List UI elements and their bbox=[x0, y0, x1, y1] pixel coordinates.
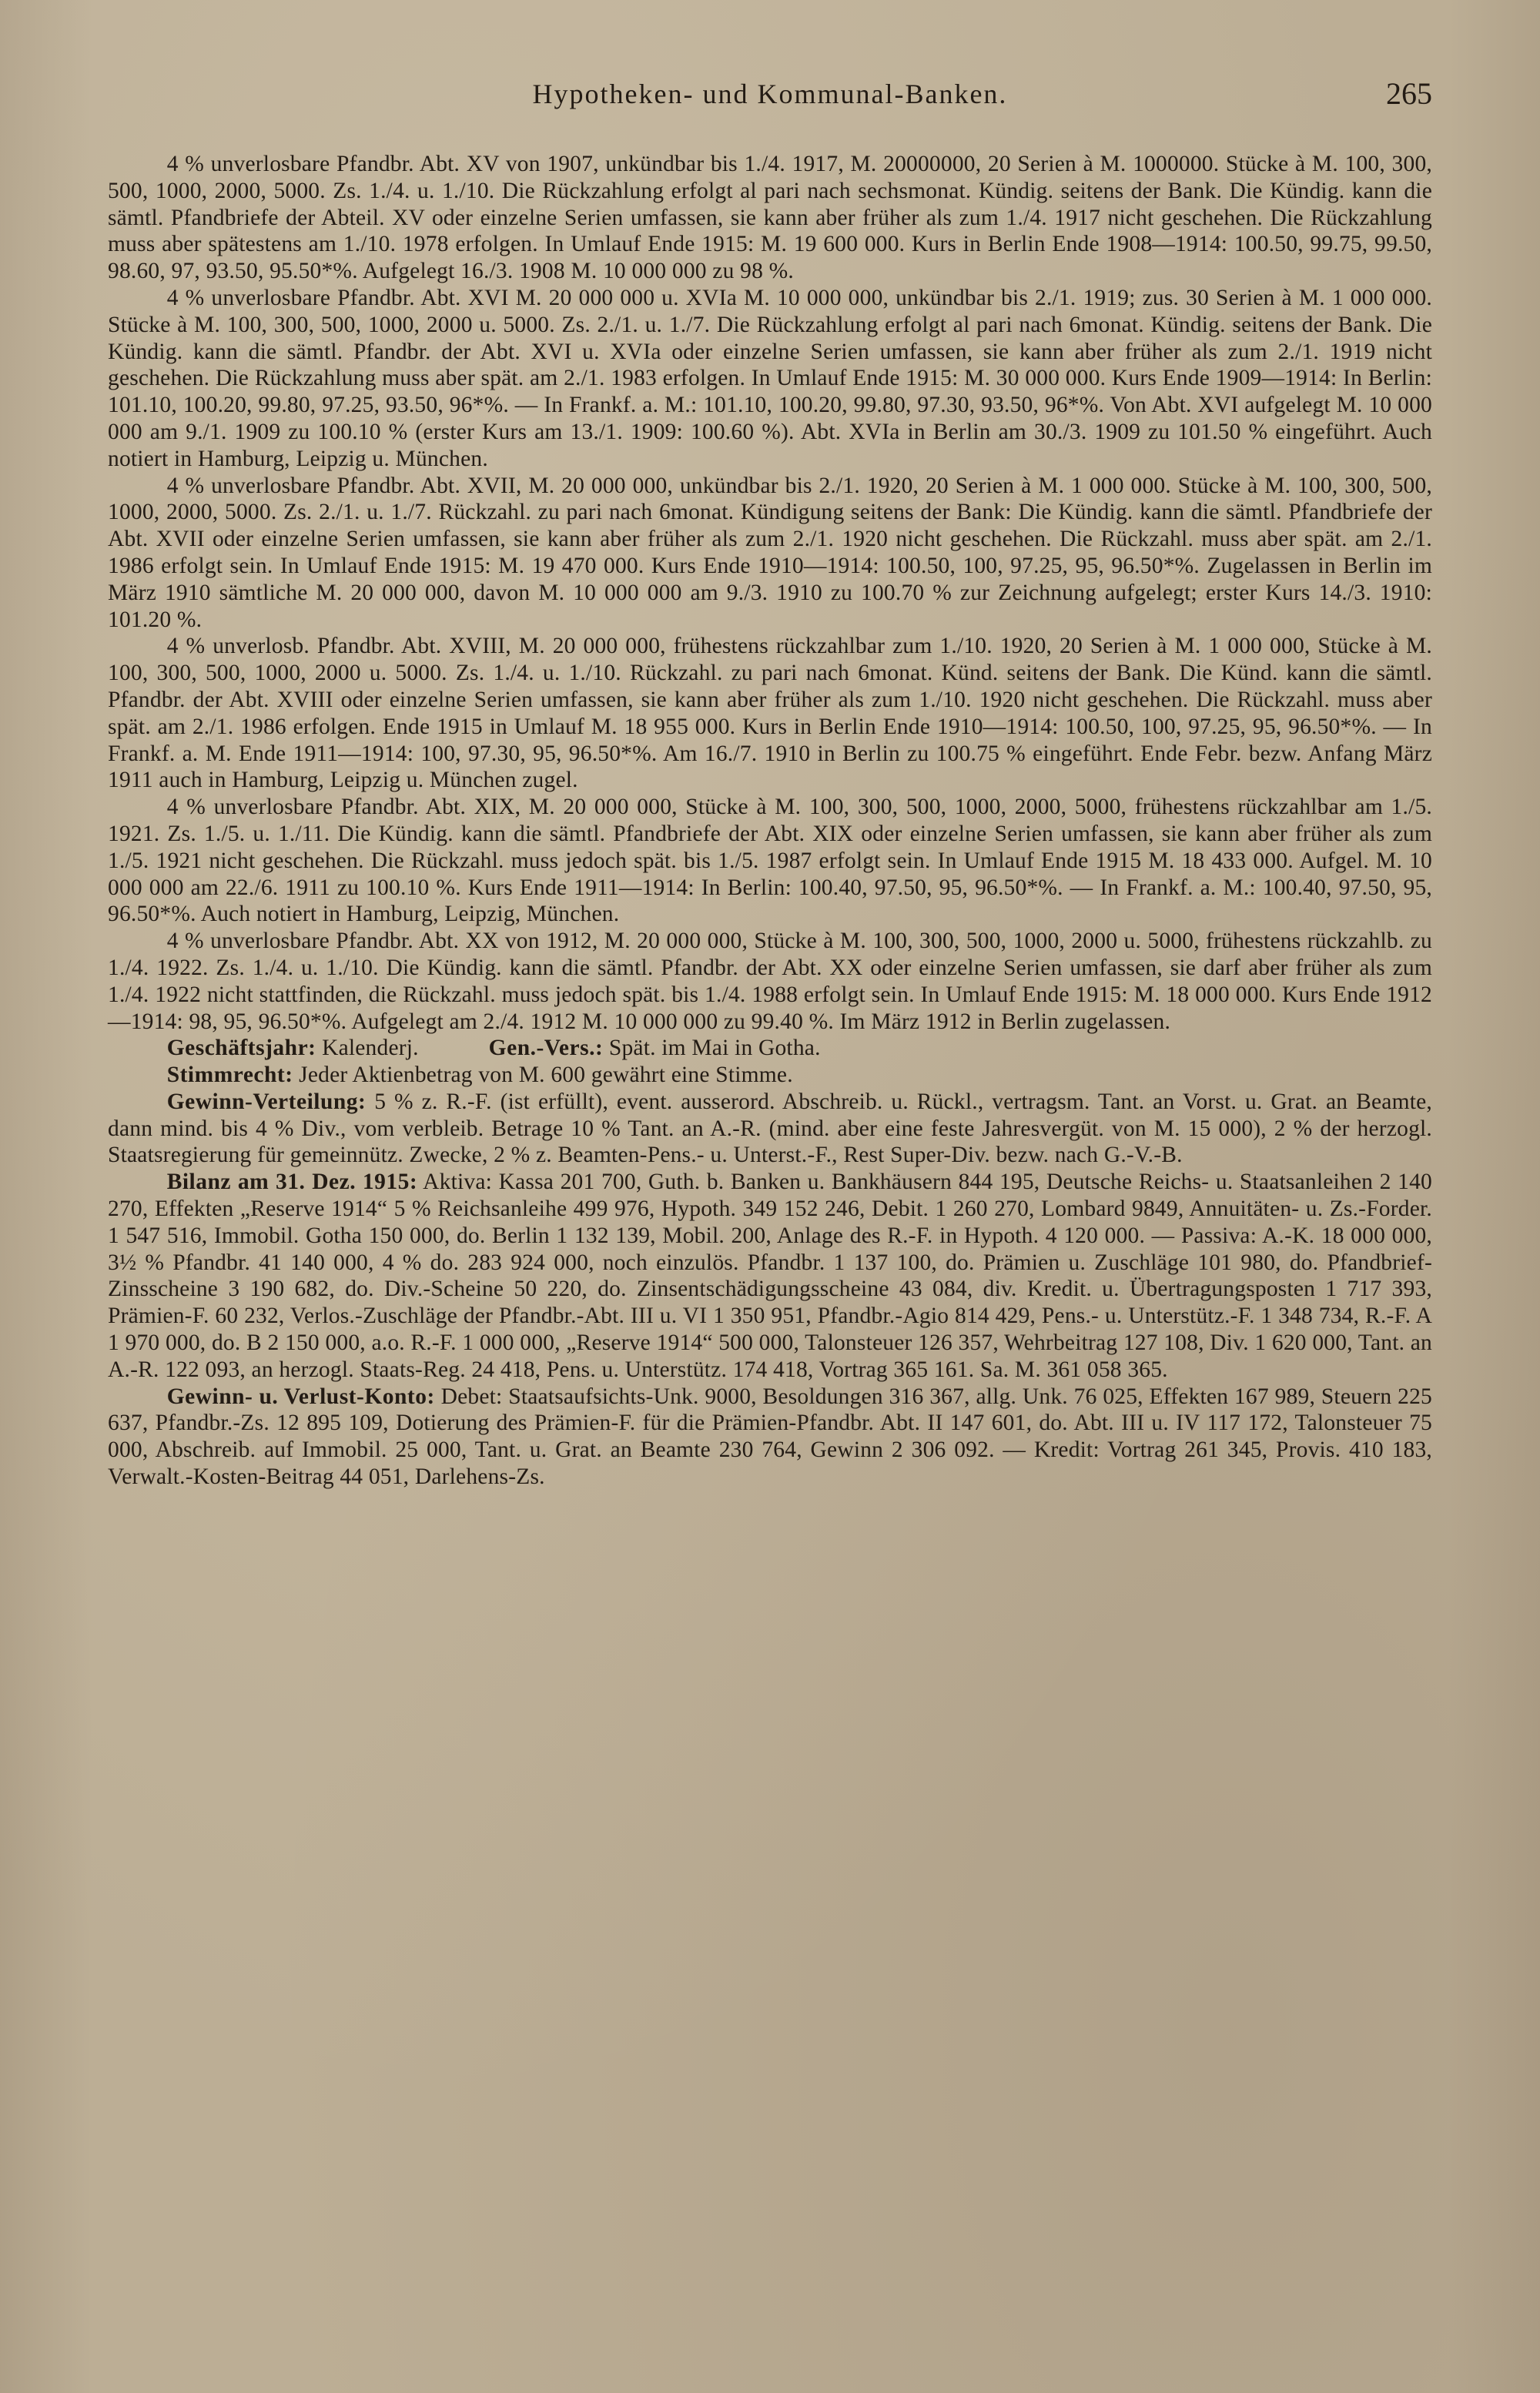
paragraph-pfandbr-xx bbox=[108, 928, 1432, 1035]
paragraph-pfandbr-xix bbox=[108, 794, 1432, 928]
section-lead: Geschäftsjahr: bbox=[166, 1036, 316, 1061]
section-lead: Bilanz am 31. Dez. 1915: bbox=[166, 1170, 418, 1195]
section-lead: Stimmrecht: bbox=[166, 1063, 293, 1088]
paragraph-text: 4 % unverlosbare Pfandbr. Abt. XVII, M. 20 000 000, unkündbar bis 2./1. 1920, 20 Serien à M. 1 000 000. Stücke à M. 100, 300, 500, 1000, 2000, 5000. Zs. 2./1. u. 1./7. Rückzahl. zu pari nach 6monat. Kündigung seitens der Bank: Die Kündig. kann die sämtl. Pfandbriefe der Abt. XVII oder einzelne Serien umfassen, sie kann aber früher als zum 2./1. 1920 nicht geschehen. Die Rückzahl. muss aber spät. am 2./1. 1986 erfolgt sein. In Umlauf Ende 1915: M. 19 470 000. Kurs Ende 1910—1914: 100.50, 100, 97.25, 95, 96.50*%. Zugelassen in Berlin im März 1910 sämtliche M. 20 000 000, davon M. 10 000 000 am 9./3. 1910 zu 100.70 % zur Zeichnung aufgelegt; erster Kurs 14./3. 1910: 101.20 %. bbox=[108, 473, 1432, 632]
paragraph-bilanz bbox=[108, 1169, 1432, 1383]
section-lead-gen-vers: Gen.-Vers.: bbox=[488, 1036, 604, 1061]
paragraph-text: 4 % unverlosbare Pfandbr. Abt. XIX, M. 20 000 000, Stücke à M. 100, 300, 500, 1000, 2000, 5000, frühestens rückzahlbar am 1./5. 1921. Zs. 1./5. u. 1./11. Die Kündig. kann die sämtl. Pfandbriefe der Abt. XIX oder einzelne Serien umfassen, sie kann aber früher als zum 1./5. 1921 nicht geschehen. Die Rückzahl. muss jedoch spät. bis 1./5. 1987 erfolgt sein. In Umlauf Ende 1915 M. 18 433 000. Aufgel. M. 10 000 000 am 22./6. 1911 zu 100.10 %. Kurs Ende 1911—1914: In Berlin: 100.40, 97.50, 95, 96.50*%. — In Frankf. a. M.: 100.40, 97.50, 95, 96.50*%. Auch notiert in Hamburg, Leipzig, München. bbox=[108, 795, 1432, 927]
paragraph-pfandbr-xvi bbox=[108, 285, 1432, 473]
paragraph-pfandbr-xvii bbox=[108, 473, 1432, 634]
paragraph-gewinn-verlust-konto bbox=[108, 1384, 1432, 1491]
paragraph-text: 5 % z. R.-F. (ist erfüllt), event. ausserord. Abschreib. u. Rückl., vertragsm. Tant. an Vorst. u. Grat. an Beamte, dann mind. bis 4 % Div., vom verbleib. Betrage 10 % Tant. an A.-R. (mind. aber eine feste Jahresvergüt. von M. 15 000), 2 % der herzogl. Staatsregierung für gemeinnütz. Zwecke, 2 % z. Beamten-Pens.- u. Unterst.-F., Rest Super-Div. bezw. nach G.-V.-B. bbox=[108, 1089, 1432, 1168]
paragraph-text: Debet: Staatsaufsichts-Unk. 9000, Besoldungen 316 367, allg. Unk. 76 025, Effekten 167 989, Steuern 225 637, Pfandbr.-Zs. 12 895 109, Dotierung des Prämien-F. für die Prämien-Pfandbr. Abt. II 147 601, do. Abt. III u. IV 117 172, Talonsteuer 75 000, Abschreib. auf Immobil. 25 000, Tant. u. Grat. an Beamte 230 764, Gewinn 2 306 092. — Kredit: Vortrag 261 345, Provis. 410 183, Verwalt.-Kosten-Beitrag 44 051, Darlehens-Zs. bbox=[108, 1384, 1432, 1490]
page-number: 265 bbox=[1386, 76, 1432, 111]
paragraph-text: 4 % unverlosb. Pfandbr. Abt. XVIII, M. 20 000 000, frühestens rückzahlbar zum 1./10. 1920, 20 Serien à M. 1 000 000, Stücke à M. 100, 300, 500, 1000, 2000 u. 5000. Zs. 1./4. u. 1./10. Rückzahl. zu pari nach 6monat. Künd. seitens der Bank. Die Künd. kann die sämtl. Pfandbr. der Abt. XVIII oder einzelne Serien umfassen, sie kann aber früher als zum 1./10. 1920 nicht geschehen. Die Rückzahl. muss aber spät. am 2./1. 1986 erfolgen. Ende 1915 in Umlauf M. 18 955 000. Kurs in Berlin Ende 1910—1914: 100.50, 100, 97.25, 95, 96.50*%. — In Frankf. a. M. Ende 1911—1914: 100, 97.30, 95, 96.50*%. Am 16./7. 1910 in Berlin zu 100.75 % eingeführt. Ende Febr. bezw. Anfang März 1911 auch in Hamburg, Leipzig u. München zugel. bbox=[108, 634, 1432, 793]
paragraph-pfandbr-xviii bbox=[108, 633, 1432, 794]
paragraph-text: 4 % unverlosbare Pfandbr. Abt. XVI M. 20 000 000 u. XVIa M. 10 000 000, unkündbar bis 2./1. 1919; zus. 30 Serien à M. 1 000 000. Stücke à M. 100, 300, 500, 1000, 2000 u. 5000. Zs. 2./1. u. 1./7. Die Rückzahlung erfolgt al pari nach 6monat. Kündig. seitens der Bank. Die Kündig. kann die sämtl. Pfandbr. der Abt. XVI u. XVIa oder einzelne Serien umfassen, sie kann aber früher als zum 2./1. 1919 nicht geschehen. Die Rückzahlung muss aber spät. am 2./1. 1983 erfolgen. In Umlauf Ende 1915: M. 30 000 000. Kurs Ende 1909—1914: In Berlin: 101.10, 100.20, 99.80, 97.25, 93.50, 96*%. — In Frankf. a. M.: 101.10, 100.20, 99.80, 97.30, 93.50, 96*%. Von Abt. XVI aufgelegt M. 10 000 000 am 9./1. 1909 zu 100.10 % (erster Kurs am 13./1. 1909: 100.60 %). Abt. XVIa in Berlin am 30./3. 1909 zu 101.50 % eingeführt. Auch notiert in Hamburg, Leipzig u. München. bbox=[108, 285, 1432, 471]
running-header bbox=[108, 71, 1432, 117]
section-lead: Gewinn- u. Verlust-Konto: bbox=[166, 1384, 435, 1409]
section-lead: Gewinn-Verteilung: bbox=[166, 1089, 367, 1114]
paragraph-text: Kalenderj. bbox=[322, 1036, 419, 1061]
paragraph-text: Jeder Aktienbetrag von M. 600 gewährt eine Stimme. bbox=[299, 1063, 793, 1088]
header-title: Hypotheken- und Kommunal-Banken. bbox=[532, 79, 1008, 109]
paragraph-gewinn-verteilung bbox=[108, 1089, 1432, 1169]
paragraph-text: 4 % unverlosbare Pfandbr. Abt. XX von 1912, M. 20 000 000, Stücke à M. 100, 300, 500, 1000, 2000 u. 5000, frühestens rückzahlb. zu 1./4. 1922. Zs. 1./4. u. 1./10. Die Kündig. kann die sämtl. Pfandbr. der Abt. XX oder einzelne Serien umfassen, sie darf aber früher als zum 1./4. 1922 nicht stattfinden, die Rückzahl. muss jedoch spät. bis 1./4. 1988 erfolgt sein. In Umlauf Ende 1915: M. 18 000 000. Kurs Ende 1912—1914: 98, 95, 96.50*%. Aufgelegt am 2./4. 1912 M. 10 000 000 zu 99.40 %. Im März 1912 in Berlin zugelassen. bbox=[108, 929, 1432, 1034]
paragraph-stimmrecht bbox=[108, 1062, 1432, 1089]
paragraph-text: Spät. im Mai in Gotha. bbox=[608, 1036, 821, 1061]
page-body bbox=[108, 151, 1432, 1491]
paragraph-geschaeftsjahr bbox=[108, 1035, 1432, 1062]
paragraph-pfandbr-xv bbox=[108, 151, 1432, 285]
paragraph-text: 4 % unverlosbare Pfandbr. Abt. XV von 1907, unkündbar bis 1./4. 1917, M. 20000000, 20 Serien à M. 1000000. Stücke à M. 100, 300, 500, 1000, 2000, 5000. Zs. 1./4. u. 1./10. Die Rückzahlung erfolgt al pari nach sechsmonat. Kündig. seitens der Bank. Die Kündig. kann die sämtl. Pfandbriefe der Abteil. XV oder einzelne Serien umfassen, sie kann aber früher als zum 1./4. 1917 nicht geschehen. Die Rückzahlung muss aber spätestens am 1./10. 1978 erfolgen. In Umlauf Ende 1915: M. 19 600 000. Kurs in Berlin Ende 1908—1914: 100.50, 99.75, 99.50, 98.60, 97, 93.50, 95.50*%. Aufgelegt 16./3. 1908 M. 10 000 000 zu 98 %. bbox=[108, 152, 1432, 284]
paragraph-text: Aktiva: Kassa 201 700, Guth. b. Banken u. Bankhäusern 844 195, Deutsche Reichs- u. Staatsanleihen 2 140 270, Effekten „Reserve 1914“ 5 % Reichsanleihe 499 976, Hypoth. 349 152 246, Debit. 1 260 270, Lombard 9849, Annuitäten- u. Zs.-Forder. 1 547 516, Immobil. Gotha 150 000, do. Berlin 1 132 139, Mobil. 200, Anlage des R.-F. in Hypoth. 4 120 000. — Passiva: A.-K. 18 000 000, 3½ % Pfandbr. 41 140 000, 4 % do. 283 924 000, noch einzulös. Pfandbr. 1 137 100, do. Prämien u. Zuschläge 101 980, do. Pfandbrief-Zinsscheine 3 190 682, do. Div.-Scheine 50 220, do. Zinsentschädigungsscheine 43 084, div. Kredit. u. Übertragungsposten 1 717 393, Prämien-F. 60 232, Verlos.-Zuschläge der Pfandbr.-Abt. III u. VI 1 350 951, Pfandbr.-Agio 814 429, Pens.- u. Unterstütz.-F. 1 348 734, R.-F. A 1 970 000, do. B 2 150 000, a.o. R.-F. 1 000 000, „Reserve 1914“ 500 000, Talonsteuer 126 357, Wehrbeitrag 127 108, Div. 1 620 000, Tant. an A.-R. 122 093, an herzogl. Staats-Reg. 24 418, Pens. u. Unterstütz. 174 418, Vortrag 365 161. Sa. M. 361 058 365. bbox=[108, 1170, 1432, 1382]
